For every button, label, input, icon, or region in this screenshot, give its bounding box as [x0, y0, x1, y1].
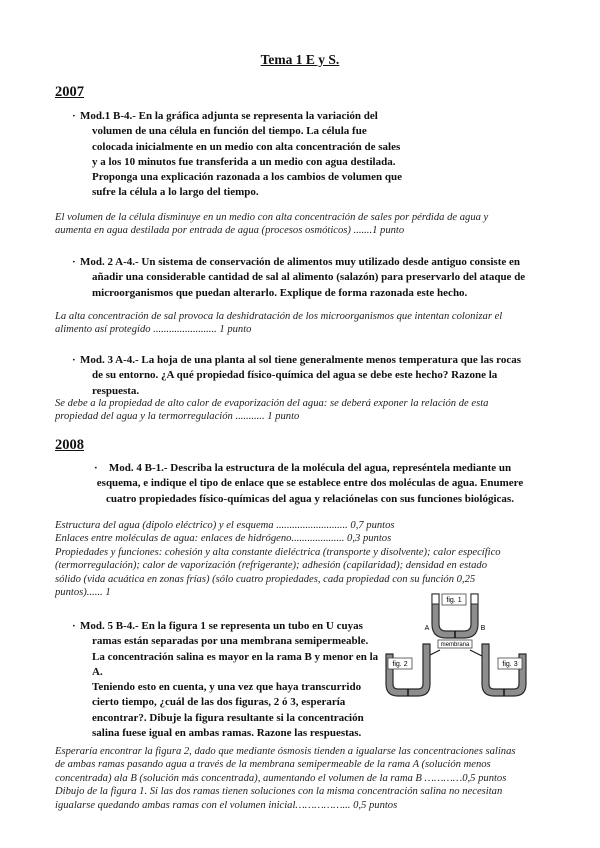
- question-line: y a los 10 minutos fue transferida a un medio con agua destilada.: [92, 155, 396, 168]
- question-line: colocada inicialmente en un medio con alta concentración de sales: [92, 140, 401, 153]
- answer-5: [55, 745, 545, 812]
- year-heading-2008: 2008: [55, 437, 84, 453]
- question-3: [80, 353, 521, 399]
- bullet: ·: [72, 620, 76, 632]
- answer-line: puntos)...... 1: [55, 587, 111, 599]
- bullet: ·: [72, 110, 76, 122]
- water-fill: [482, 644, 526, 696]
- question-line: cierto tiempo, ¿cuál de las dos figuras, 2 ó 3, esperaría: [92, 696, 346, 709]
- answer-line: Enlaces entre moléculas de agua: enlaces de hidrógeno.................... 0,3 puntos: [55, 533, 392, 545]
- answer-line: de ambas ramas pasando agua a través de la membrana semipermeable de la rama A (solución menos: [55, 759, 491, 771]
- question-line: Proponga una explicación razonada a los cambios de volumen que: [92, 171, 402, 184]
- question-line: cuatro propiedades físico-químicas del agua y relaciónelas con sus funciones biológicas.: [106, 492, 514, 505]
- question-line: Mod. 4 B-1.- Describa la estructura de la molécula del agua, represéntela mediante un: [108, 462, 512, 474]
- answer-line: igualarse quedando ambas ramas con el volumen inicial……………... 0,5 puntos: [55, 799, 398, 811]
- question-line: ramas están separadas por una membrana semipermeable.: [92, 635, 369, 648]
- answer-line: Esperaría encontrar la figura 2, dado que mediante ósmosis tienden a igualarse las concentraciones salinas: [55, 746, 516, 757]
- answer-line: Estructura del agua (dipolo eléctrico) y el esquema ........................... 0,7 puntos: [55, 520, 395, 531]
- bullet: ·: [94, 462, 98, 474]
- membrane-label: membrana: [440, 642, 470, 648]
- bullet: ·: [72, 354, 76, 366]
- question-line: encontrar?. Dibuje la figura resultante si la concentración: [92, 711, 364, 724]
- question-4: [70, 461, 550, 507]
- answer-line: concentrada) ala B (solución más concentrada), aumentando el volumen de la rama B …………0,5 puntos: [55, 772, 507, 784]
- fig-2-label: fig. 2: [392, 661, 408, 668]
- page-title: Tema 1 E y S.: [260, 52, 340, 67]
- question-2: [80, 255, 525, 301]
- u-tube-fig-3: [482, 644, 526, 696]
- answer-line: sólido (vida acuática en zonas frías) (sólo cuatro propiedades, cada propiedad con su función 0,25: [55, 573, 476, 585]
- question-line: La concentración salina es mayor en la rama B y menor en la: [92, 650, 379, 663]
- year-heading-2007: 2007: [55, 84, 84, 100]
- u-tube-figure: [380, 588, 538, 700]
- answer-2: [55, 310, 545, 337]
- question-line: microorganismos que puedan alterarlo. Explique de forma razonada este hecho.: [92, 286, 468, 299]
- answer-1: [55, 211, 545, 238]
- question-line: de su entorno. ¿A qué propiedad físico-química del agua se debe este hecho? Razone la: [92, 369, 498, 382]
- answer-line: propiedad del agua y la termorregulación ........... 1 punto: [55, 411, 300, 423]
- question-line: añadir una considerable cantidad de sal al alimento (salazón) para preservarlo del ataque de: [92, 271, 526, 284]
- question-line: A.: [92, 665, 103, 678]
- answer-line: aumenta en agua destilada por entrada de agua (procesos osmóticos) .......1 punto: [55, 225, 405, 237]
- question-line: Teniendo esto en cuenta, y una vez que haya transcurrido: [92, 681, 362, 694]
- question-5: [80, 619, 378, 741]
- answer-line: (termorregulación); calor de vaporización (refrigerante); adhesión (capilaridad); densidad en estado: [55, 560, 488, 572]
- answer-line: Dibujo de la figura 1. Si las dos ramas tienen soluciones con la misma concentración salina no necesitan: [55, 786, 503, 798]
- answer-line: alimento así protegido ........................ 1 punto: [55, 324, 252, 336]
- answer-3: [55, 397, 545, 424]
- question-line: salina fuese igual en ambas ramas. Razone las respuestas.: [92, 727, 362, 740]
- bullet: ·: [72, 256, 76, 268]
- branch-a-label: A: [424, 625, 430, 632]
- question-line: volumen de una célula en función del tiempo. La célula fue: [92, 125, 367, 138]
- question-1: [80, 109, 402, 201]
- question-line: Mod.1 B-4.- En la gráfica adjunta se representa la variación del: [80, 110, 378, 122]
- fig-1-label: fig. 1: [446, 597, 462, 604]
- answer-line: Propiedades y funciones: cohesión y alta constante dieléctrica (transporte y disolvente); calor específico: [55, 546, 501, 558]
- u-tube-fig-1: [425, 594, 486, 648]
- question-line: Mod. 2 A-4.- Un sistema de conservación de alimentos muy utilizado desde antiguo consiste en: [80, 256, 520, 268]
- question-line: sufre la célula a lo largo del tiempo.: [92, 186, 259, 199]
- fig-3-label: fig. 3: [502, 661, 518, 668]
- answer-line: La alta concentración de sal provoca la deshidratación de los microorganismos que intentan colonizar el: [55, 311, 503, 322]
- u-tube-fig-2: [386, 644, 430, 696]
- question-line: respuesta.: [92, 384, 140, 397]
- question-line: Mod. 3 A-4.- La hoja de una planta al sol tiene generalmente menos temperatura que las rocas: [80, 354, 521, 366]
- branch-b-label: B: [480, 625, 486, 632]
- question-line: Mod. 5 B-4.- En la figura 1 se representa un tubo en U cuyas: [80, 620, 363, 632]
- answer-line: El volumen de la célula disminuye en un medio con alta concentración de sales por pérdida de agua y: [55, 212, 489, 223]
- question-line: esquema, e indique el tipo de enlace que se establece entre dos moléculas de agua. Enumere: [96, 477, 524, 490]
- answer-line: Se debe a la propiedad de alto calor de evaporización del agua: se deberá exponer la relación de esta: [55, 398, 489, 409]
- water-fill: [386, 644, 430, 696]
